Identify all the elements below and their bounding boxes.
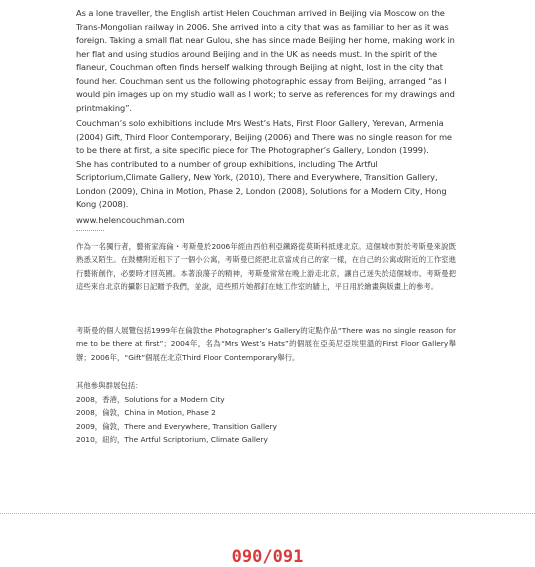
- footer-divider: [0, 513, 535, 514]
- chinese-exhibitions-block: [76, 324, 456, 364]
- chinese-solo-exhibitions: 考斯曼的個人展覽包括1999年在倫敦the Photographer’s Gallery的定點作品“There was no single reason for me to be there at first”；2004年，名為“Mrs West’s Hats”的個展在亞美尼亞埃里溫的First Floor Gallery舉辦；2006年，“Gift”個展在北京Third Floor Contemporary舉行。: [76, 326, 456, 362]
- section-divider: [76, 230, 104, 231]
- list-item: 2008，倫敦，China in Motion, Phase 2: [76, 408, 216, 418]
- chinese-group-intro: 其他參與群展包括：: [76, 381, 143, 390]
- list-item: 2009，倫敦，There and Everywhere, Transition Gallery: [76, 421, 277, 431]
- english-exhibitions-block: [76, 117, 456, 212]
- english-solo-exhibitions: Couchman’s solo exhibitions include Mrs West’s Hats, First Floor Gallery, Yerevan, Armenia (2004) Gift, Third Floor Contemporary, Beijing (2006) and There was no single reason for me to be there at first, a site specific piece for The Photographer’s Gallery, London (1999).: [76, 118, 452, 155]
- list-item: 2010，紐約，The Artful Scriptorium, Climate Gallery: [76, 435, 268, 445]
- english-bio-paragraph: As a lone traveller, the English artist Helen Couchman arrived in Beijing via Moscow on the Trans-Mongolian railway in 2006. She arrived into a city that was as familiar to her as it was foreign. Taking a small flat near Gulou, she has since made Beijing her home, making work in her flat and using studios around Beijing and in the UK as needs must. In the spirit of the flaneur, Couchman often finds herself walking through Beijing at night, lost in the city that found her. Couchman sent us the following photographic essay from Beijing, arranged “as I would pin images up on my studio wall as I work; to serve as references for my drawings and printmaking”.: [76, 8, 455, 113]
- list-item: 2008，香港，Solutions for a Modern City: [76, 394, 225, 404]
- page-number: 090/091: [231, 547, 304, 567]
- chinese-bio-paragraph: 作為一名獨行者，藝術家海倫・考斯曼於2006年經由西伯利亞鐵路從莫斯科抵達北京。這個城市對於考斯曼來說既熟悉又陌生。在鼓樓附近租下了一個小公寓，考斯曼已經把北京當成自己的家一樣，在自己的公寓或附近的工作室進行藝術創作，必要時才回英國。本著浪蕩子的精神，考斯曼常常在晚上游走北京，讓自己迷失於這個城市。考斯曼把這些來自北京的攝影日記贈予我們，並說，這些照片她都釘在她工作室的牆上，平日用於繪畫與版畫上的參考。: [76, 242, 456, 292]
- chinese-group-list: [76, 379, 456, 447]
- english-group-exhibitions: She has contributed to a number of group exhibitions, including The Artful Scriptorium,Climate Gallery, New York, (2010), There and Everywhere, Transition Gallery, London (2009), China in Motion, Phase 2, London (2008), Solutions for a Modern City, Hong Kong (2008).: [76, 158, 447, 209]
- website-link[interactable]: www.helencouchman.com: [76, 215, 185, 225]
